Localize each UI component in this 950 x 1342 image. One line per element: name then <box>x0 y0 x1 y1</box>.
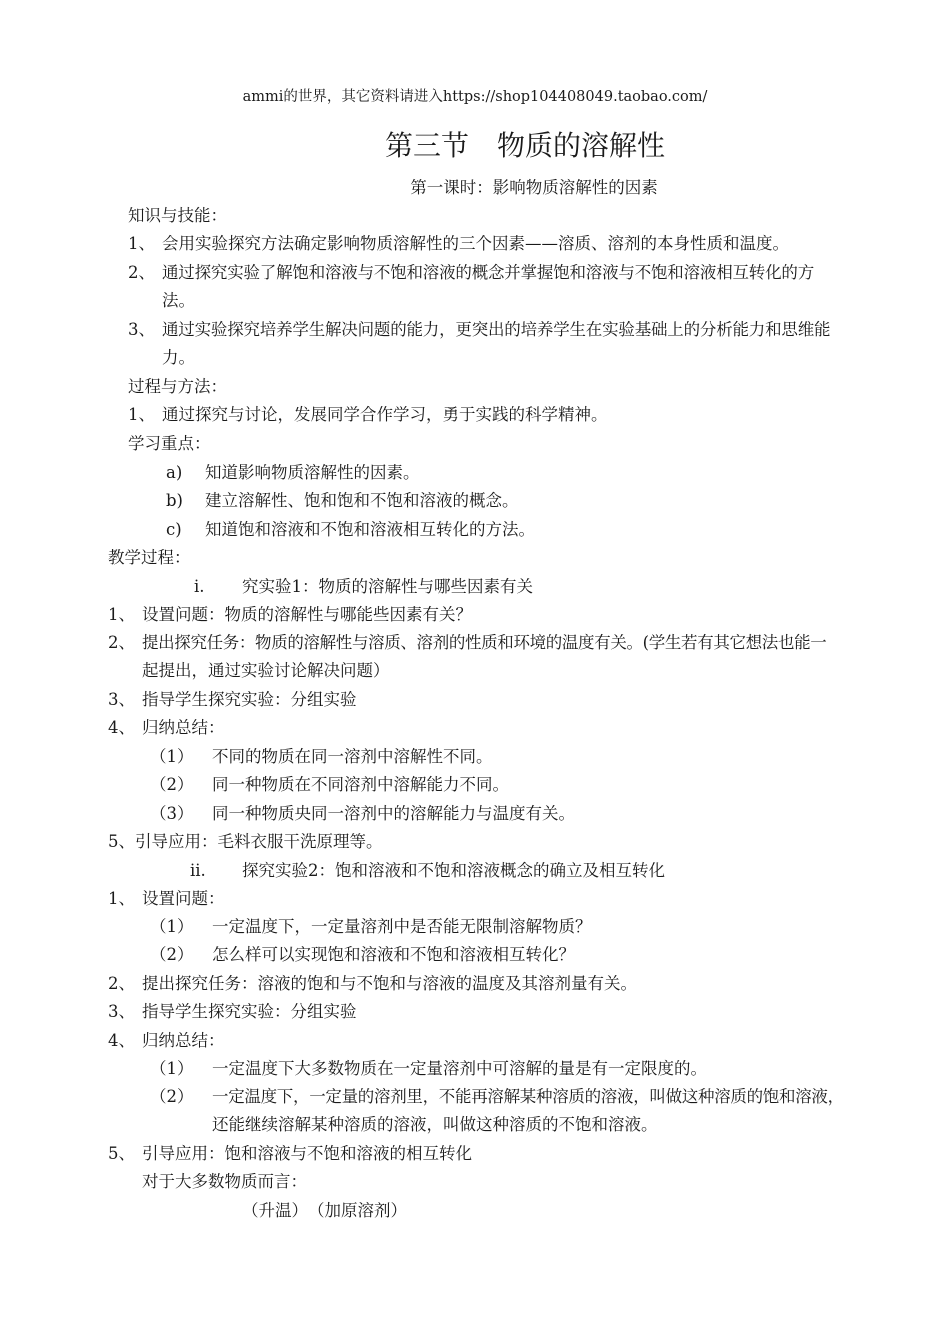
summary-text: 同一种物质在不同溶剂中溶解能力不同。 <box>212 775 509 794</box>
summary-text: 同一种物质央同一溶剂中的溶解能力与温度有关。 <box>212 804 575 823</box>
summary-num: （1） <box>150 1059 194 1078</box>
process-item-text: 通过探究与讨论，发展同学合作学习，勇于实践的科学精神。 <box>162 405 608 424</box>
lesson-subtitle: 第一课时：影响物质溶解性的因素 <box>410 178 658 197</box>
keypoint-num: b) <box>166 491 183 510</box>
summary-num: （1） <box>150 747 194 766</box>
step-num: 2、 <box>108 633 135 652</box>
keypoint-text: 知道饱和溶液和不饱和溶液相互转化的方法。 <box>205 520 535 539</box>
knowledge-item-continuation: 法。 <box>162 291 195 310</box>
knowledge-item-continuation: 力。 <box>162 348 195 367</box>
keypoint-text: 建立溶解性、饱和饱和不饱和溶液的概念。 <box>205 491 519 510</box>
summary-text: 一定温度下，一定量的溶剂里，不能再溶解某种溶质的溶液，叫做这种溶质的饱和溶液， <box>212 1087 844 1106</box>
step-text: 提出探究任务：溶液的饱和与不饱和与溶液的温度及其溶剂量有关。 <box>142 974 637 993</box>
summary-text: 不同的物质在同一溶剂中溶解性不同。 <box>212 747 493 766</box>
summary-num: （3） <box>150 804 194 823</box>
step-text: 指导学生探究实验：分组实验 <box>142 1002 357 1021</box>
experiment-title: 究实验1：物质的溶解性与哪些因素有关 <box>242 577 533 596</box>
question-text: 一定温度下，一定量溶剂中是否能无限制溶解物质？ <box>212 917 592 936</box>
keypoints-heading: 学习重点： <box>128 434 211 453</box>
step-text: 提出探究任务：物质的溶解性与溶质、溶剂的性质和环境的温度有关。(学生若有其它想法也能一 <box>142 633 827 652</box>
question-text: 怎么样可以实现饱和溶液和不饱和溶液相互转化？ <box>212 945 575 964</box>
question-num: （1） <box>150 917 194 936</box>
step-text: 指导学生探究实验：分组实验 <box>142 690 357 709</box>
summary-text: 一定温度下大多数物质在一定量溶剂中可溶解的量是有一定限度的。 <box>212 1059 707 1078</box>
knowledge-item-text: 会用实验探究方法确定影响物质溶解性的三个因素——溶质、溶剂的本身性质和温度。 <box>162 234 789 253</box>
step-text: 设置问题：物质的溶解性与哪能些因素有关？ <box>142 605 472 624</box>
note-text: 对于大多数物质而言： <box>142 1172 307 1191</box>
knowledge-heading: 知识与技能： <box>128 206 227 225</box>
summary-continuation: 还能继续溶解某种溶质的溶液，叫做这种溶质的不饱和溶液。 <box>212 1115 658 1134</box>
summary-num: （2） <box>150 1087 194 1106</box>
step-text: 归纳总结： <box>142 718 225 737</box>
conversion-conditions: （升温） （加原溶剂） <box>242 1201 407 1220</box>
step-text: 引导应用：饱和溶液与不饱和溶液的相互转化 <box>142 1144 472 1163</box>
page-header: ammi的世界，其它资料请进入https://shop104408049.taobao.com/ <box>242 89 708 105</box>
knowledge-item-text: 通过探究实验了解饱和溶液与不饱和溶液的概念并掌握饱和溶液与不饱和溶液相互转化的方 <box>162 263 815 282</box>
experiment-number: ii. <box>190 861 206 880</box>
knowledge-item-num: 3、 <box>128 320 155 339</box>
keypoint-num: a) <box>166 463 183 482</box>
step-continuation: 起提出，通过实验讨论解决问题） <box>142 661 390 680</box>
step-num: 5、 <box>108 1144 135 1163</box>
step-num: 1、 <box>108 605 135 624</box>
keypoint-num: c) <box>166 520 182 539</box>
process-item-num: 1、 <box>128 405 155 424</box>
knowledge-item-text: 通过实验探究培养学生解决问题的能力，更突出的培养学生在实验基础上的分析能力和思维能 <box>162 320 831 339</box>
step-num: 4、 <box>108 718 135 737</box>
keypoint-text: 知道影响物质溶解性的因素。 <box>205 463 420 482</box>
step-text: 设置问题： <box>142 889 225 908</box>
experiment-title: 探究实验2：饱和溶液和不饱和溶液概念的确立及相互转化 <box>242 861 665 880</box>
step-num: 3、 <box>108 1002 135 1021</box>
knowledge-item-num: 1、 <box>128 234 155 253</box>
step-num: 4、 <box>108 1031 135 1050</box>
experiment-number: i. <box>194 577 205 596</box>
step-five: 5、引导应用：毛料衣服干洗原理等。 <box>108 832 383 851</box>
summary-num: （2） <box>150 775 194 794</box>
step-text: 归纳总结： <box>142 1031 225 1050</box>
step-num: 3、 <box>108 690 135 709</box>
step-num: 2、 <box>108 974 135 993</box>
step-num: 1、 <box>108 889 135 908</box>
knowledge-item-num: 2、 <box>128 263 155 282</box>
teaching-heading: 教学过程： <box>108 548 191 567</box>
process-heading: 过程与方法： <box>128 377 227 396</box>
document-title: 第三节 物质的溶解性 <box>384 129 665 162</box>
question-num: （2） <box>150 945 194 964</box>
